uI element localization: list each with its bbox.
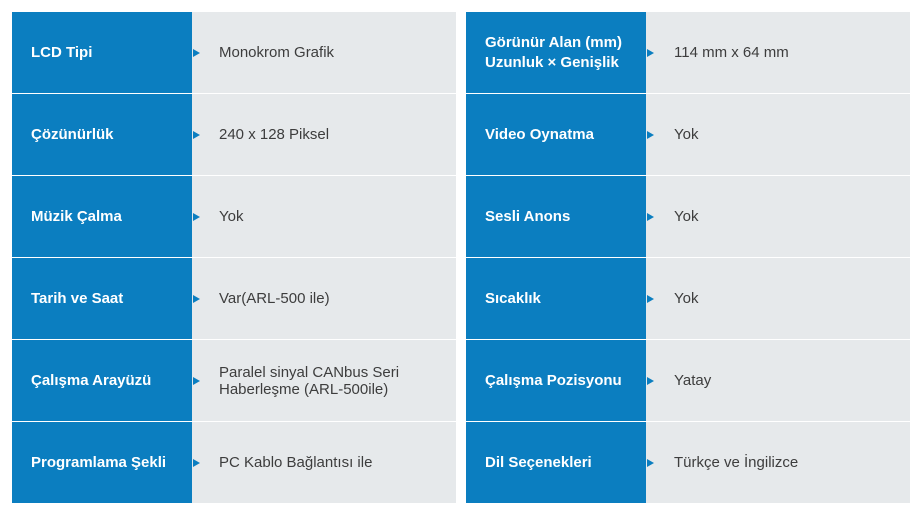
spec-row — [12, 422, 456, 503]
arrow-right-icon — [193, 213, 200, 221]
arrow-right-icon — [193, 459, 200, 467]
arrow-right-icon — [647, 213, 654, 221]
spec-value — [192, 94, 456, 175]
spec-value — [646, 422, 910, 503]
spec-value-text: Yatay — [674, 372, 712, 389]
spec-value — [646, 258, 910, 339]
spec-value — [646, 94, 910, 175]
spec-row — [466, 12, 910, 94]
spec-value — [192, 340, 456, 421]
spec-label-text: Müzik Çalma — [31, 207, 122, 225]
spec-label-text: Programlama Şekli — [31, 453, 167, 471]
spec-value-text: 240 x 128 Piksel — [219, 126, 330, 143]
spec-label — [466, 176, 646, 257]
spec-label-text: Dil Seçenekleri — [485, 453, 592, 471]
spec-value-text: Yok — [674, 208, 699, 225]
spec-label-text: Çalışma Pozisyonu — [485, 371, 622, 389]
spec-value-text: Yok — [674, 290, 699, 307]
spec-label — [12, 422, 192, 503]
spec-label — [466, 340, 646, 421]
spec-label-text: Sıcaklık — [485, 289, 541, 307]
spec-row — [466, 94, 910, 176]
spec-label-text: Tarih ve Saat — [31, 289, 124, 307]
spec-value — [646, 12, 910, 93]
spec-row — [12, 94, 456, 176]
spec-value — [192, 258, 456, 339]
spec-row — [12, 12, 456, 94]
spec-value-text: Monokrom Grafik — [219, 44, 335, 61]
spec-label-text: Görünür Alan (mm) Uzunluk × Genişlik — [485, 33, 622, 71]
spec-value-text: Yok — [219, 208, 244, 225]
arrow-right-icon — [647, 131, 654, 139]
spec-row — [466, 176, 910, 258]
spec-value-text: Paralel sinyal CANbus Seri Haberleşme (ARL-500ile) — [219, 363, 400, 398]
spec-label — [12, 176, 192, 257]
arrow-right-icon — [647, 295, 654, 303]
spec-row — [12, 340, 456, 422]
spec-label-text: Çözünürlük — [31, 125, 114, 143]
spec-label-text: Çalışma Arayüzü — [31, 371, 152, 389]
spec-label — [12, 258, 192, 339]
spec-table-left — [12, 12, 456, 503]
spec-row — [466, 422, 910, 503]
arrow-right-icon — [647, 49, 654, 57]
spec-table-right — [466, 12, 910, 503]
spec-value — [646, 176, 910, 257]
arrow-right-icon — [193, 295, 200, 303]
spec-label-text: Video Oynatma — [485, 125, 594, 143]
spec-label — [12, 340, 192, 421]
arrow-right-icon — [193, 377, 200, 385]
spec-label — [12, 12, 192, 93]
spec-value-text: 114 mm x 64 mm — [674, 44, 789, 61]
spec-label-text: LCD Tipi — [31, 43, 93, 61]
spec-value-text: Türkçe ve İngilizce — [674, 454, 799, 471]
spec-value-text: Yok — [674, 126, 699, 143]
spec-value — [646, 340, 910, 421]
arrow-right-icon — [193, 131, 200, 139]
spec-row — [12, 258, 456, 340]
spec-value — [192, 422, 456, 503]
spec-row — [466, 340, 910, 422]
spec-label-text: Sesli Anons — [485, 207, 571, 225]
arrow-right-icon — [193, 49, 200, 57]
spec-row — [12, 176, 456, 258]
arrow-right-icon — [647, 459, 654, 467]
spec-label — [466, 94, 646, 175]
spec-label — [466, 422, 646, 503]
spec-value — [192, 176, 456, 257]
spec-label — [466, 12, 646, 93]
spec-value — [192, 12, 456, 93]
arrow-right-icon — [647, 377, 654, 385]
spec-value-text: PC Kablo Bağlantısı ile — [219, 454, 373, 471]
spec-value-text: Var(ARL-500 ile) — [219, 290, 330, 307]
spec-row — [466, 258, 910, 340]
spec-label — [12, 94, 192, 175]
spec-label — [466, 258, 646, 339]
